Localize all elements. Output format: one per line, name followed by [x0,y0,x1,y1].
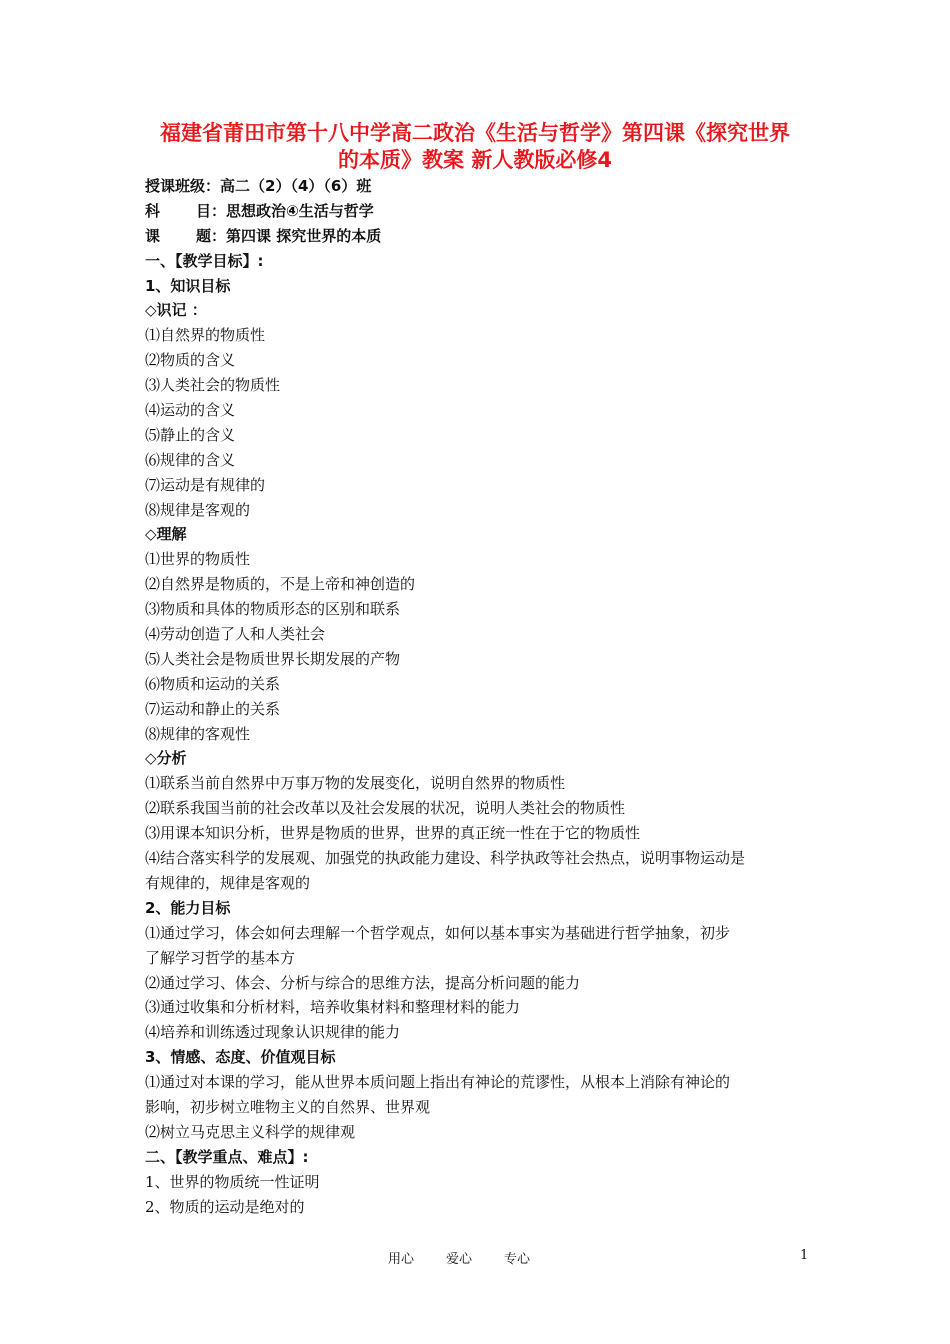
list-item: ⑶物质和具体的物质形态的区别和联系 [145,600,401,619]
recall-heading: ◇识记 ： [145,301,207,320]
subject-label-a: 科 [145,201,161,220]
footer-word: 用心 [388,1252,415,1267]
section-2-heading: 二、【教学重点、难点】: [145,1147,309,1166]
class-label: 授课班级： [145,177,221,195]
page-footer [0,1248,950,1268]
list-item: ⑺运动和静止的关系 [145,699,281,718]
emotion-heading: 3、情感、态度、价值观目标 [145,1048,336,1067]
list-item: ⑷劳动创造了人和人类社会 [145,625,326,644]
list-item: 2、物质的运动是绝对的 [145,1197,305,1216]
topic-label-b: 题： [196,226,227,245]
topic-label-a: 课 [145,226,161,245]
list-item: ⑹物质和运动的关系 [145,674,281,693]
topic-value: 第四课 探究世界的本质 [226,226,382,245]
list-item: ⑷培养和训练透过现象认识规律的能力 [145,1023,401,1042]
page-number: 1 [800,1248,809,1263]
list-item: ⑶人类社会的物质性 [145,376,281,395]
footer-word: 爱心 [446,1252,473,1267]
list-item: ⑵自然界是物质的，不是上帝和神创造的 [145,575,416,594]
document-title [120,120,830,174]
list-item: ⑻规律的客观性 [145,724,251,743]
list-item: ⑸人类社会是物质世界长期发展的产物 [145,649,401,668]
footer-word: 专心 [504,1252,531,1267]
title-line-2: 的本质》教案 新人教版必修4 [338,148,612,172]
subject-label-b: 目： [196,201,227,220]
subject-value: 思想政治④生活与哲学 [226,201,374,220]
list-item: ⑷运动的含义 [145,401,236,420]
list-item: ⑺运动是有规律的 [145,475,266,494]
list-item: ⑶用课本知识分析，世界是物质的世界，世界的真正统一性在于它的物质性 [145,824,641,843]
analyze-heading: ◇分析 [145,749,187,768]
list-item: ⑵树立马克思主义科学的规律观 [145,1122,356,1141]
list-item-line-2: 影响，初步树立唯物主义的自然界、世界观 [145,1097,431,1116]
subject-line [145,199,810,224]
list-item: 1、世界的物质统一性证明 [145,1172,320,1191]
section-1-heading: 一、【教学目标】: [145,251,264,270]
list-item: ⑵联系我国当前的社会改革以及社会发展的状况，说明人类社会的物质性 [145,799,626,818]
understand-heading: ◇理解 [145,525,187,544]
title-line-1: 福建省莆田市第十八中学高二政治《生活与哲学》第四课《探究世界 [160,121,790,145]
list-item: ⑵物质的含义 [145,351,236,370]
list-item: ⑴世界的物质性 [145,550,251,569]
footer-motto [388,1248,562,1267]
list-item: ⑻规律是客观的 [145,500,251,519]
document-body [145,174,810,1219]
ability-heading: 2、能力目标 [145,898,231,917]
list-item-line-1: ⑴通过对本课的学习，能从世界本质问题上指出有神论的荒谬性，从根本上消除有神论的 [145,1073,731,1092]
list-item: ⑴联系当前自然界中万事万物的发展变化，说明自然界的物质性 [145,774,566,793]
list-item: ⑸静止的含义 [145,425,236,444]
list-item: ⑶通过收集和分析材料，培养收集材料和整理材料的能力 [145,998,521,1017]
list-item-line-1: ⑴通过学习，体会如何去理解一个哲学观点，如何以基本事实为基础进行哲学抽象，初步 [145,923,731,942]
list-item-line-1: ⑷结合落实科学的发展观、加强党的执政能力建设、科学执政等社会热点，说明事物运动是 [145,849,746,868]
list-item: ⑵通过学习、体会、分析与综合的思维方法，提高分析问题的能力 [145,973,581,992]
list-item-line-2: 有规律的，规律是客观的 [145,873,311,892]
topic-line [145,224,810,249]
knowledge-heading: 1、知识目标 [145,276,231,295]
class-line [145,174,810,199]
class-value: 高二（2）（4）（6）班 [220,177,372,195]
list-item: ⑴自然界的物质性 [145,326,266,345]
list-item-line-2: 了解学习哲学的基本方 [145,948,296,967]
list-item: ⑹规律的含义 [145,450,236,469]
